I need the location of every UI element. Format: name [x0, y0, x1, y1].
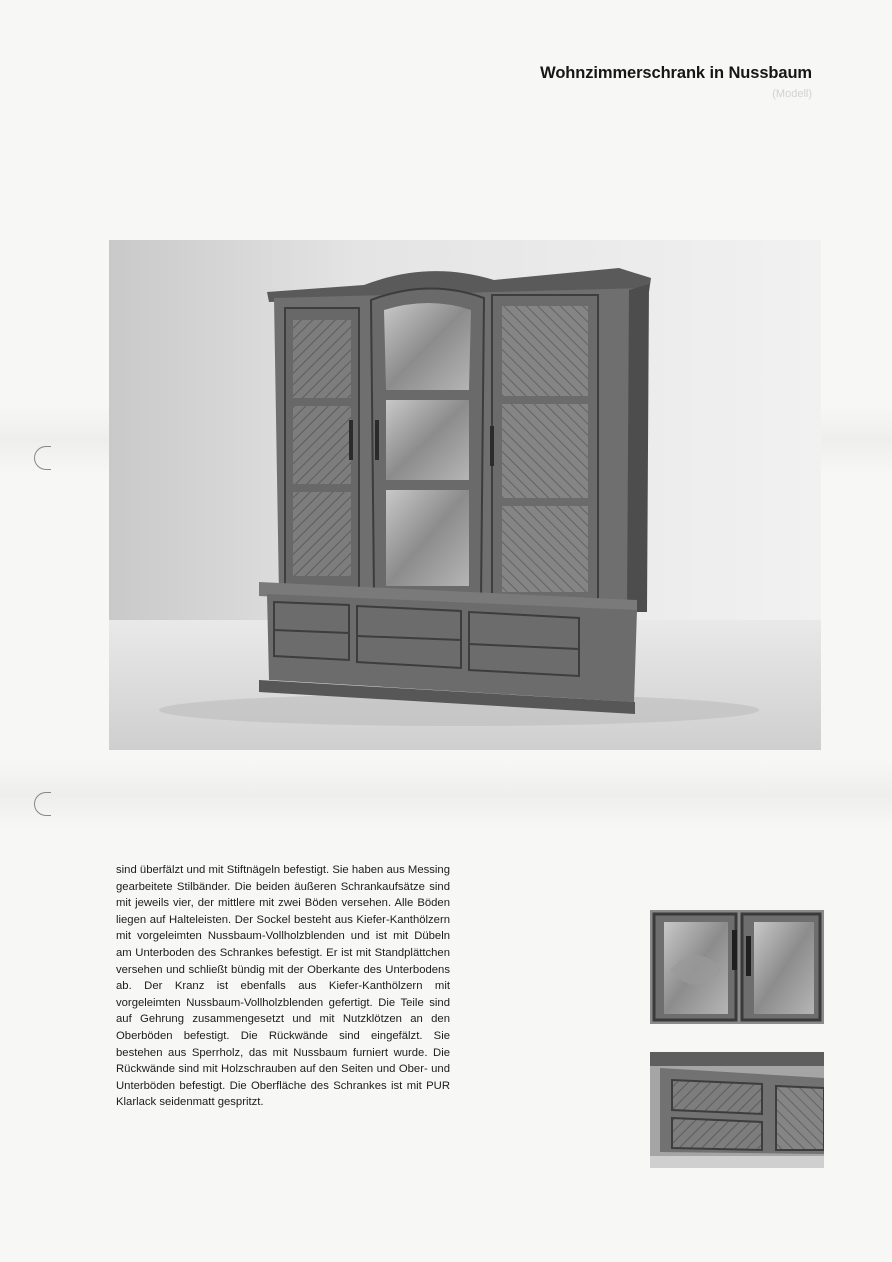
- drawer-detail-photo: [650, 1052, 824, 1168]
- scan-shadow: [0, 760, 892, 830]
- page-title: Wohnzimmerschrank in Nussbaum: [540, 64, 812, 82]
- door-detail-photo: [650, 910, 824, 1024]
- wardrobe-photo: [109, 240, 821, 750]
- body-text: sind überfälzt und mit Stiftnägeln befestigt. Sie haben aus Messing gearbeitete Stilbänder. Die beiden äußeren Schrankaufsätze sind mit jeweils vier, der mittlere mit zwei Böden versehen. Alle Böden liegen auf Halteleisten. Der Sockel besteht aus Kiefer-Kanthölzern mit vorgeleimten Nussbaum-Vollholzblenden und ist mit Dübeln am Unterboden des Schrankes befestigt. Er ist mit Standplättchen versehen und schließt bündig mit der Oberkante des Unterbodens ab. Der Kranz ist ebenfalls aus Kiefer-Kanthölzern mit vorgeleimten Nussbaum-Vollholzblenden gefertigt. Die Teile sind auf Gehrung zusammengesetzt und mit Nutzklötzen an den Oberböden befestigt. Die Rückwände sind eingefälzt. Sie bestehen aus Sperrholz, das mit Nussbaum furniert wurde. Die Rückwände sind mit Holzschrauben auf den Seiten und Ober- und Unterböden befestigt. Die Oberfläche des Schrankes ist mit PUR Klarlack seidenmatt gespritzt.: [116, 864, 450, 1109]
- page-subtitle: (Modell): [772, 88, 812, 100]
